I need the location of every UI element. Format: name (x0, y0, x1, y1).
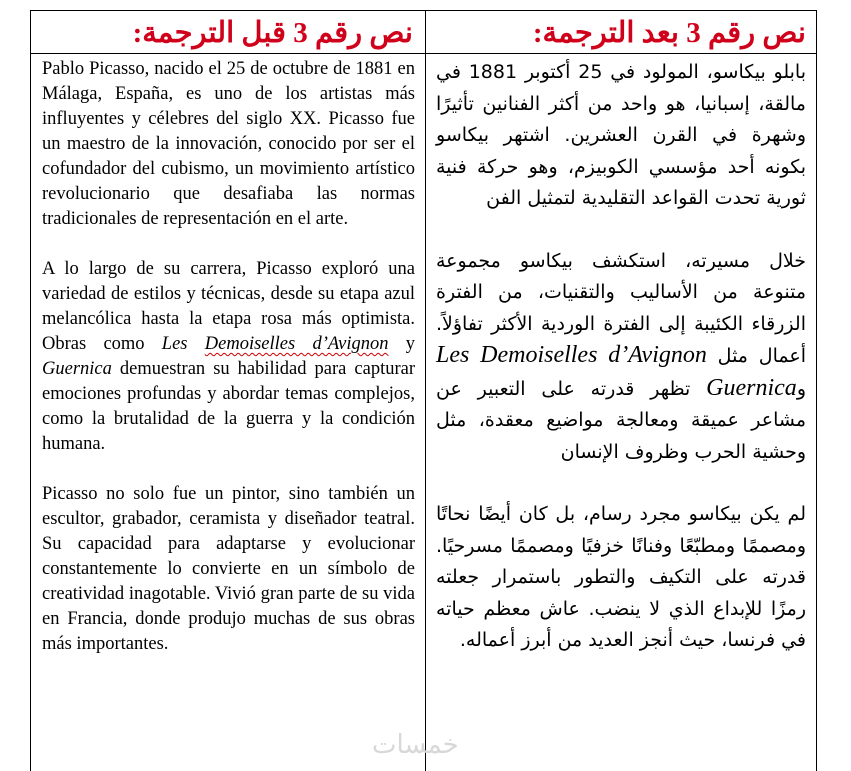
spanish-paragraph-3: Picasso no solo fue un pintor, sino también un escultor, grabador, ceramista y diseñador teatral. Su capacidad para adaptarse y evolucionar constantemente lo convierte en un símbolo de creatividad inagotable. Vivió gran parte de su vida en Francia, donde produjo muchas de sus obras más importantes. (42, 484, 415, 654)
spanish-p2-text-a: A lo largo de su carrera, Picasso exploró una variedad de estilos y técnicas, desde su etapa azul melancólica hasta la etapa rosa más optimista. Obras como (42, 259, 415, 354)
arabic-column (436, 57, 806, 688)
spanish-paragraph-1: Pablo Picasso, nacido el 25 de octubre de 1881 en Málaga, España, es uno de los artistas más influyentes y célebres del siglo XX. Picasso fue un maestro de la innovación, conocido por ser el cofundador del cubismo, un movimiento artístico revolucionario que desafiaba las normas tradicionales de representación en el arte. (42, 59, 415, 229)
arabic-paragraph-2 (436, 246, 806, 469)
spanish-title-guernica: Guernica (42, 359, 112, 379)
translation-table (30, 10, 817, 771)
header-divider (31, 53, 816, 54)
spanish-title-demoiselles: Demoiselles d’Avignon (204, 334, 389, 354)
arabic-p2-conj: و (796, 377, 806, 400)
arabic-paragraph-3: لم يكن بيكاسو مجرد رسام، بل كان أيضًا نحاتًا ومصممًا ومطبّعًا وفنانًا خزفيًا ومصممًا مسرحيًا. قدرته على التكيف والتطور باستمرار جعلته رمزًا للإبداع الذي لا ينضب. عاش معظم حياته في فرنسا، حيث أنجز العديد من أبرز أعماله. (436, 503, 806, 651)
header-after-translation: نص رقم 3 بعد الترجمة: (532, 17, 806, 49)
watermark-logo: خمسات (372, 730, 459, 760)
header-before-translation: نص رقم 3 قبل الترجمة: (132, 17, 413, 49)
arabic-p2-text-a: خلال مسيرته، استكشف بيكاسو مجموعة متنوعة من الأساليب والتقنيات، من الفترة الزرقاء الكئيبة إلى الفترة الوردية الأكثر تفاؤلاً. أعمال مثل (436, 249, 806, 367)
arabic-p2-text-b: تظهر قدرته على التعبير عن مشاعر عميقة ومعالجة مواضيع معقدة، مثل وحشية الحرب وظروف الإنسان (436, 377, 806, 463)
arabic-title-demoiselles: Les Demoiselles d’Avignon (436, 342, 707, 368)
spanish-column (42, 57, 415, 682)
arabic-title-guernica: Guernica (706, 374, 797, 401)
column-divider (425, 11, 426, 771)
spanish-paragraph-2 (42, 257, 415, 457)
spanish-p2-conj: y (388, 334, 416, 354)
arabic-paragraph-1: بابلو بيكاسو، المولود في 25 أكتوبر 1881 في مالقة، إسبانيا، هو واحد من أكثر الفنانين تأثيرًا وشهرة في القرن العشرين. اشتهر بيكاسو بكونه أحد مؤسسي الكوبيزم، وهو حركة فنية ثورية تحدت القواعد التقليدية لتمثيل الفن (436, 61, 806, 209)
spanish-title-les: Les (161, 334, 188, 354)
spanish-p2-text-b: demuestran su habilidad para capturar emociones profundas y abordar temas complejos, como la brutalidad de la guerra y la condición humana. (42, 359, 415, 454)
